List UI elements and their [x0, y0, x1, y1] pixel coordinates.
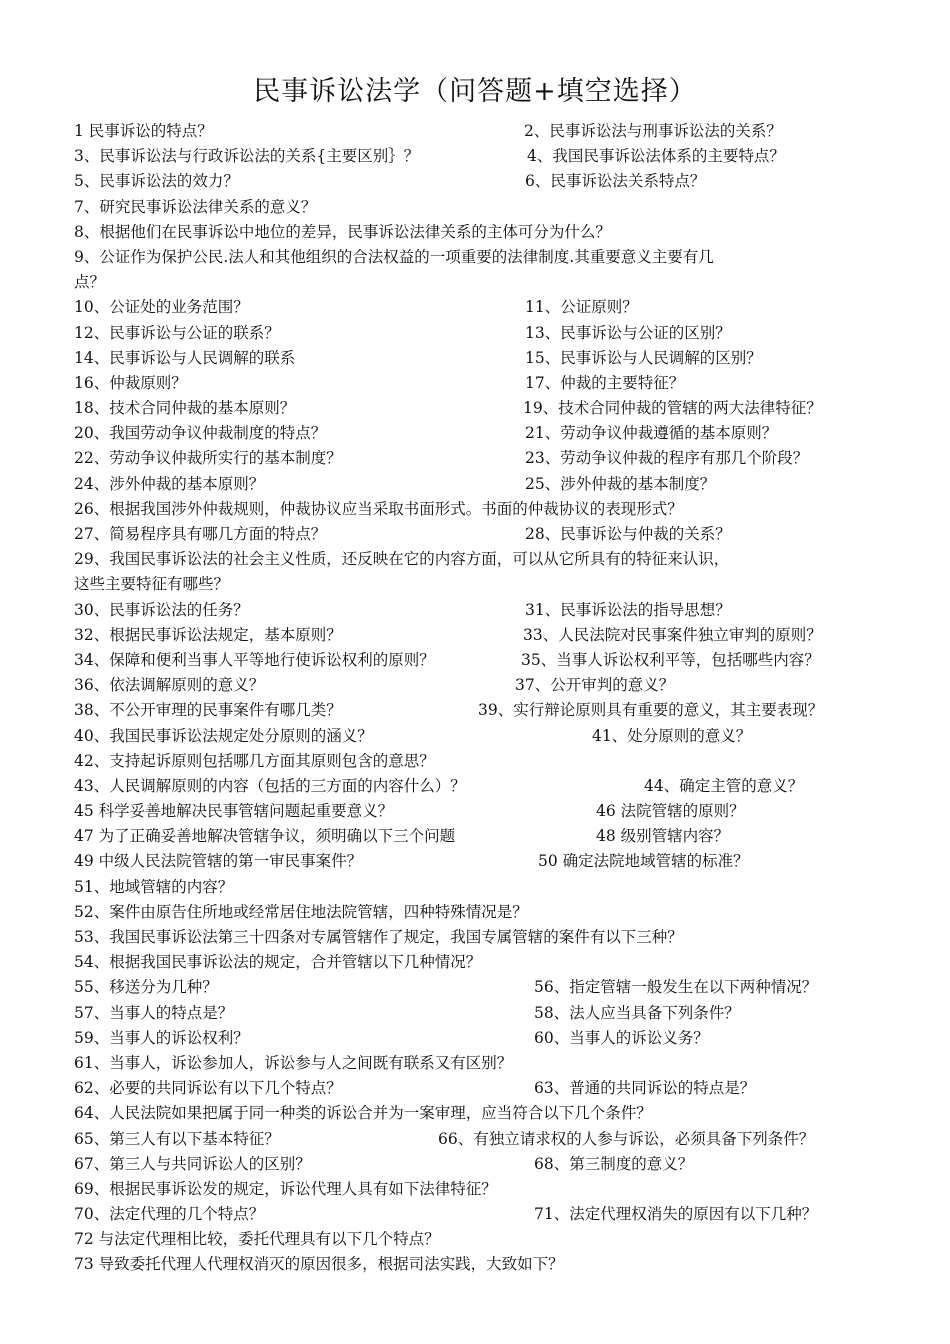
question-line [74, 119, 880, 144]
question-item: 27、简易程序具有哪几方面的特点？ [74, 525, 327, 543]
question-item: 58、法人应当具备下列条件？ [534, 1003, 740, 1022]
question-line [74, 572, 880, 597]
question-item: 26、根据我国涉外仲裁规则，仲裁协议应当采取书面形式。书面的仲裁协议的表现形式？ [74, 499, 683, 518]
question-item: 22、劳动争议仲裁所实行的基本制度？ [74, 449, 342, 468]
question-item: 9、公证作为保护公民.法人和其他组织的合法权益的一项重要的法律制度.其重要意义主要有几 [74, 247, 714, 266]
question-item: 40、我国民事诉讼法规定处分原则的涵义？ [74, 726, 373, 745]
question-item: 点？ [74, 273, 106, 292]
question-item: 67、第三人与共同诉讼人的区别？ [74, 1154, 311, 1173]
question-item: 4、我国民事诉讼法体系的主要特点？ [527, 147, 785, 166]
question-item: 52、案件由原告住所地或经常居住地法院管辖，四种特殊情况是？ [74, 902, 528, 921]
question-item: 65、第三人有以下基本特征？ [74, 1129, 280, 1148]
question-item: 47 为了正确妥善地解决管辖争议，须明确以下三个问题 [74, 827, 456, 846]
question-line [74, 900, 880, 925]
question-item: 70、法定代理的几个特点？ [74, 1205, 265, 1224]
question-item: 36、依法调解原则的意义？ [74, 676, 265, 695]
question-item: 56、指定管辖一般发生在以下两种情况？ [534, 978, 818, 997]
question-item: 49 中级人民法院管辖的第一审民事案件？ [74, 852, 363, 871]
question-item: 45 科学妥善地解决民事管辖问题起重要意义？ [74, 802, 394, 821]
question-item: 46 法院管辖的原则？ [596, 802, 745, 821]
question-item: 60、当事人的诉讼义务？ [534, 1028, 709, 1047]
question-item: 16、仲裁原则？ [74, 373, 187, 392]
question-item: 72 与法定代理相比较，委托代理具有以下几个特点？ [74, 1230, 440, 1249]
question-line [74, 1252, 880, 1277]
question-line [74, 1001, 880, 1026]
question-item: 5、民事诉讼法的效力？ [74, 172, 239, 191]
question-line [74, 270, 880, 295]
question-item: 30、民事诉讼法的任务？ [74, 600, 249, 619]
question-item: 21、劳动争议仲裁遵循的基本原则？ [525, 424, 778, 443]
question-item: 6、民事诉讼法关系特点？ [525, 172, 706, 191]
question-item: 68、第三制度的意义？ [534, 1154, 694, 1173]
question-item: 38、不公开审理的民事案件有哪几类？ [74, 701, 342, 720]
question-line [74, 547, 880, 572]
question-line [74, 522, 880, 547]
question-item: 69、根据民事诉讼发的规定，诉讼代理人具有如下法律特征？ [74, 1179, 497, 1198]
question-item: 71、法定代理权消失的原因有以下几种？ [534, 1205, 818, 1224]
question-line [74, 371, 880, 396]
question-item: 24、涉外仲裁的基本原则？ [74, 474, 265, 493]
question-line [74, 144, 880, 169]
question-line [74, 472, 880, 497]
question-item: 59、当事人的诉讼权利？ [74, 1028, 249, 1047]
question-item: 73 导致委托代理人代理权消灭的原因很多，根据司法实践，大致如下？ [74, 1255, 564, 1274]
question-item: 3、民事诉讼法与行政诉讼法的关系{主要区别｝？ [74, 147, 420, 166]
question-line [74, 1152, 880, 1177]
question-item: 28、民事诉讼与仲裁的关系？ [525, 525, 731, 543]
question-item: 55、移送分为几种？ [74, 978, 218, 997]
question-line [74, 396, 880, 421]
question-line [74, 749, 880, 774]
question-line [74, 598, 880, 623]
question-item: 13、民事诉讼与公证的区别？ [525, 323, 731, 342]
question-item: 61、当事人，诉讼参加人，诉讼参与人之间既有联系又有区别？ [74, 1053, 513, 1072]
question-item: 43、人民调解原则的内容（包括的三方面的内容什么）？ [74, 776, 466, 795]
question-item: 8、根据他们在民事诉讼中地位的差异，民事诉讼法律关系的主体可分为什么？ [74, 222, 611, 241]
question-item: 15、民事诉讼与人民调解的区别？ [525, 348, 762, 367]
question-item: 1 民事诉讼的特点？ [74, 122, 213, 140]
question-line [74, 1227, 880, 1252]
question-line [74, 824, 880, 849]
question-item: 12、民事诉讼与公证的联系？ [74, 323, 280, 342]
question-line [74, 1177, 880, 1202]
question-line [74, 321, 880, 346]
question-line [74, 446, 880, 471]
question-line [74, 1202, 880, 1227]
question-line [74, 799, 880, 824]
question-line [74, 950, 880, 975]
question-item: 50 确定法院地域管辖的标准？ [538, 852, 749, 871]
question-item: 34、保障和便利当事人平等地行使诉讼权利的原则？ [74, 650, 435, 669]
question-item: 这些主要特征有哪些？ [74, 575, 230, 594]
question-line [74, 975, 880, 1000]
question-item: 17、仲裁的主要特征？ [525, 373, 685, 392]
question-item: 32、根据民事诉讼法规定，基本原则？ [74, 625, 342, 644]
question-item: 54、根据我国民事诉讼法的规定，合并管辖以下几种情况？ [74, 953, 482, 972]
question-item: 29、我国民事诉讼法的社会主义性质，还反映在它的内容方面，可以从它所具有的特征来认识， [74, 550, 730, 569]
question-line [74, 1127, 880, 1152]
question-line [74, 245, 880, 270]
question-item: 35、当事人诉讼权利平等，包括哪些内容？ [521, 650, 820, 669]
question-line [74, 421, 880, 446]
question-line [74, 220, 880, 245]
question-line [74, 295, 880, 320]
question-line [74, 346, 880, 371]
question-item: 2、民事诉讼法与刑事诉讼法的关系？ [524, 122, 782, 140]
question-list [74, 119, 880, 1278]
question-line [74, 497, 880, 522]
question-item: 64、人民法院如果把属于同一种类的诉讼合并为一案审理，应当符合以下几个条件？ [74, 1104, 652, 1123]
question-item: 14、民事诉讼与人民调解的联系 [74, 348, 296, 367]
question-item: 51、地域管辖的内容？ [74, 877, 234, 896]
question-item: 20、我国劳动争议仲裁制度的特点？ [74, 424, 327, 443]
question-line [74, 1101, 880, 1126]
question-line [74, 774, 880, 799]
question-line [74, 673, 880, 698]
question-item: 19、技术合同仲裁的管辖的两大法律特征？ [523, 399, 822, 418]
question-line [74, 623, 880, 648]
question-item: 66、有独立请求权的人参与诉讼，必须具备下列条件？ [438, 1129, 815, 1148]
question-line [74, 648, 880, 673]
question-line [74, 849, 880, 874]
question-item: 10、公证处的业务范围？ [74, 298, 249, 317]
question-item: 41、处分原则的意义？ [592, 726, 752, 745]
question-line [74, 1051, 880, 1076]
page-title: 民事诉讼法学（问答题+填空选择） [253, 76, 697, 107]
question-item: 33、人民法院对民事案件独立审判的原则？ [523, 625, 822, 644]
question-item: 57、当事人的特点是？ [74, 1003, 234, 1022]
question-line [74, 1076, 880, 1101]
question-item: 63、普通的共同诉讼的特点是？ [534, 1079, 756, 1098]
question-line [74, 169, 880, 194]
question-line [74, 698, 880, 723]
question-line [74, 195, 880, 220]
question-line [74, 875, 880, 900]
question-item: 44、确定主管的意义？ [644, 776, 804, 795]
question-item: 53、我国民事诉讼法第三十四条对专属管辖作了规定，我国专属管辖的案件有以下三种？ [74, 928, 683, 946]
question-item: 11、公证原则？ [525, 298, 638, 317]
question-line [74, 925, 880, 950]
question-item: 23、劳动争议仲裁的程序有那几个阶段？ [525, 449, 809, 468]
question-item: 25、涉外仲裁的基本制度？ [525, 474, 716, 493]
question-line [74, 724, 880, 749]
question-item: 37、公开审判的意义？ [515, 676, 675, 695]
question-item: 39、实行辩论原则具有重要的意义，其主要表现？ [478, 701, 824, 720]
question-item: 7、研究民事诉讼法律关系的意义？ [74, 197, 317, 216]
question-item: 62、必要的共同诉讼有以下几个特点？ [74, 1079, 342, 1098]
question-item: 31、民事诉讼法的指导思想？ [525, 600, 731, 619]
question-item: 42、支持起诉原则包括哪几方面其原则包含的意思？ [74, 751, 435, 770]
question-item: 48 级别管辖内容？ [596, 827, 730, 846]
question-item: 18、技术合同仲裁的基本原则？ [74, 399, 296, 418]
question-line [74, 1026, 880, 1051]
